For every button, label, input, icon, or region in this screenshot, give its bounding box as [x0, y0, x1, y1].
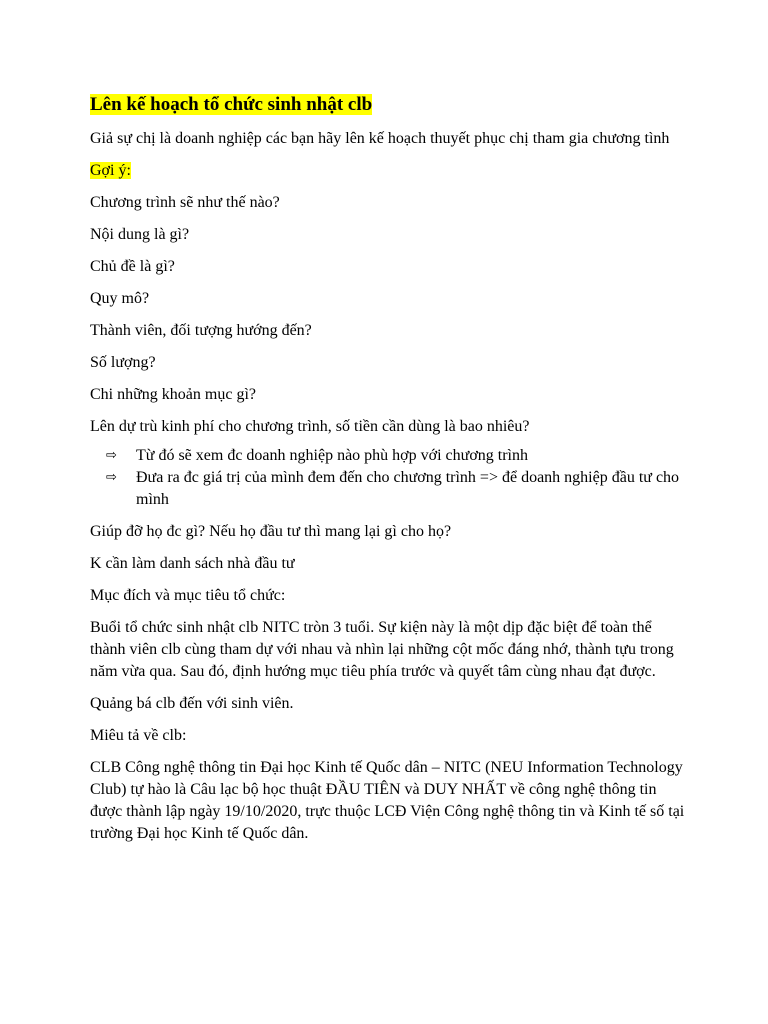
question-line: Chi những khoản mục gì? [90, 386, 256, 403]
investor-note: K cần làm danh sách nhà đầu tư [90, 555, 295, 572]
question-line: Nội dung là gì? [90, 226, 190, 243]
bullet-text: Đưa ra đc giá trị của mình đem đến cho chương trình => để doanh nghiệp đầu tư cho mình [136, 469, 680, 508]
hint-label-text: Gợi ý: [90, 162, 131, 179]
bullet-item [90, 445, 690, 467]
outline-right-arrow-icon: ⇨ [106, 448, 117, 463]
bullet-text: Từ đó sẽ xem đc doanh nghiệp nào phù hợp với chương trình [136, 447, 528, 464]
bullet-item [90, 467, 690, 511]
promotion-line: Quảng bá clb đến với sinh viên. [90, 695, 294, 712]
purpose-heading: Mục đích và mục tiêu tổ chức: [90, 587, 286, 604]
club-paragraph: CLB Công nghệ thông tin Đại học Kinh tế Quốc dân – NITC (NEU Information Technology Club) tự hào là Câu lạc bộ học thuật ĐẦU TIÊN và DUY NHẤT về công nghệ thông tin được thành lập ngày 19/10/2020, trực thuộc LCĐ Viện Công nghệ thông tin và Kinh tế số tại trường Đại học Kinh tế Quốc dân. [90, 759, 685, 842]
question-line: Chương trình sẽ như thế nào? [90, 194, 280, 211]
purpose-paragraph: Buổi tổ chức sinh nhật clb NITC tròn 3 tuổi. Sự kiện này là một dịp đặc biệt để toàn thể thành viên clb cùng tham dự với nhau và nhìn lại những cột mốc đáng nhớ, thành tựu trong năm vừa qua. Sau đó, định hướng mục tiêu phía trước và quyết tâm cùng nhau đạt được. [90, 619, 674, 680]
hint-label [90, 160, 690, 182]
question-line: Số lượng? [90, 354, 156, 371]
question-line: Chủ đề là gì? [90, 258, 175, 275]
question-line: Quy mô? [90, 290, 150, 307]
help-question: Giúp đỡ họ đc gì? Nếu họ đầu tư thì mang lại gì cho họ? [90, 523, 452, 540]
intro-paragraph: Giả sự chị là doanh nghiệp các bạn hãy lên kế hoạch thuyết phục chị tham gia chương tình [90, 130, 670, 147]
question-line: Thành viên, đối tượng hướng đến? [90, 322, 312, 339]
bullet-list [90, 445, 690, 511]
outline-right-arrow-icon: ⇨ [106, 470, 117, 485]
document-page [90, 92, 690, 855]
document-title [90, 92, 690, 118]
question-line: Lên dự trù kinh phí cho chương trình, số tiền cần dùng là bao nhiêu? [90, 418, 530, 435]
club-heading: Miêu tả về clb: [90, 727, 187, 744]
document-title-text: Lên kế hoạch tổ chức sinh nhật clb [90, 94, 373, 115]
